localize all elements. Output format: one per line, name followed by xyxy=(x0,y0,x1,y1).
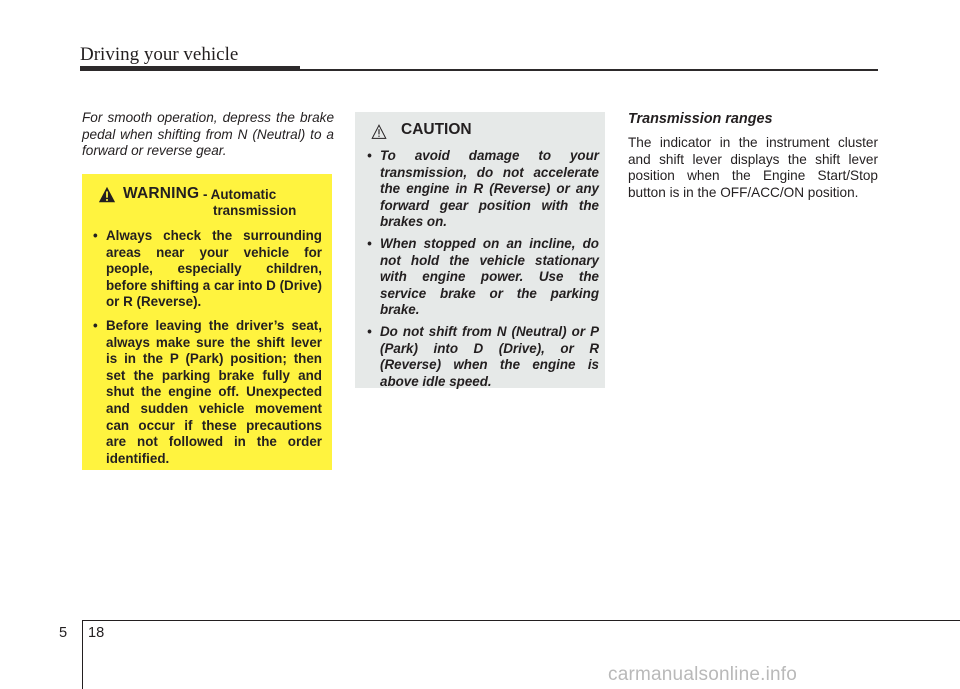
intro-paragraph: For smooth operation, depress the brake pedal when shifting from N (Neutral) to a forward or reverse gear. xyxy=(82,110,334,159)
warning-item-text: Before leaving the driver’s seat, always make sure the shift lever is in the P (Park) position; then set the parking brake fully and shut the engine off. Unexpected and sudden vehicle movement can occur if these precautions are not followed in the order identified. xyxy=(106,317,322,466)
warning-list xyxy=(92,228,322,467)
watermark: carmanualsonline.info xyxy=(608,664,798,685)
footer-divider xyxy=(82,620,83,689)
bullet: • xyxy=(367,235,372,251)
section-heading: Transmission ranges xyxy=(628,111,773,127)
caution-item xyxy=(366,324,599,390)
warning-subtitle-line1: - Automatic xyxy=(203,187,277,202)
header-bar xyxy=(80,66,300,71)
caution-list xyxy=(366,148,599,390)
caution-header xyxy=(366,120,599,148)
chapter-number: 5 xyxy=(59,625,68,641)
bullet: • xyxy=(367,323,372,339)
bullet: • xyxy=(93,317,98,333)
page-header-title: Driving your vehicle xyxy=(80,44,239,65)
caution-item-text: To avoid damage to your transmission, do not accelerate the engine in R (Reverse) or any forward gear position with the brakes on. xyxy=(380,148,599,230)
warning-item xyxy=(92,318,322,467)
caution-item xyxy=(366,148,599,231)
bullet: • xyxy=(367,148,372,163)
warning-item-text: Always check the surrounding areas near your vehicle for people, especially children, before shifting a car into D (Drive) or R (Reverse). xyxy=(106,228,322,310)
bullet: • xyxy=(93,228,98,243)
warning-box xyxy=(82,174,332,470)
footer-rule xyxy=(82,620,960,621)
warning-header xyxy=(92,186,322,228)
header-rule xyxy=(300,69,878,71)
caution-triangle-icon xyxy=(371,124,387,140)
warning-item xyxy=(92,228,322,311)
warning-subtitle-line2: transmission xyxy=(213,203,297,219)
warning-subtitle xyxy=(203,187,296,220)
warning-triangle-icon xyxy=(98,186,116,204)
caution-item-text: When stopped on an incline, do not hold the vehicle stationary with engine power. Use the service brake or the parking brake. xyxy=(380,235,599,318)
caution-item-text: Do not shift from N (Neutral) or P (Park) into D (Drive), or R (Reverse) when the engine is above idle speed. xyxy=(380,323,599,389)
transmission-ranges-section xyxy=(628,110,878,201)
section-body: The indicator in the instrument cluster and shift lever displays the shift lever position when the Engine Start/Stop button is in the OFF/ACC/ON position. xyxy=(628,135,878,200)
caution-item xyxy=(366,236,599,319)
warning-title: WARNING xyxy=(123,185,200,202)
caution-box xyxy=(355,112,605,388)
caution-title: CAUTION xyxy=(401,121,472,138)
page-number: 18 xyxy=(88,625,105,641)
